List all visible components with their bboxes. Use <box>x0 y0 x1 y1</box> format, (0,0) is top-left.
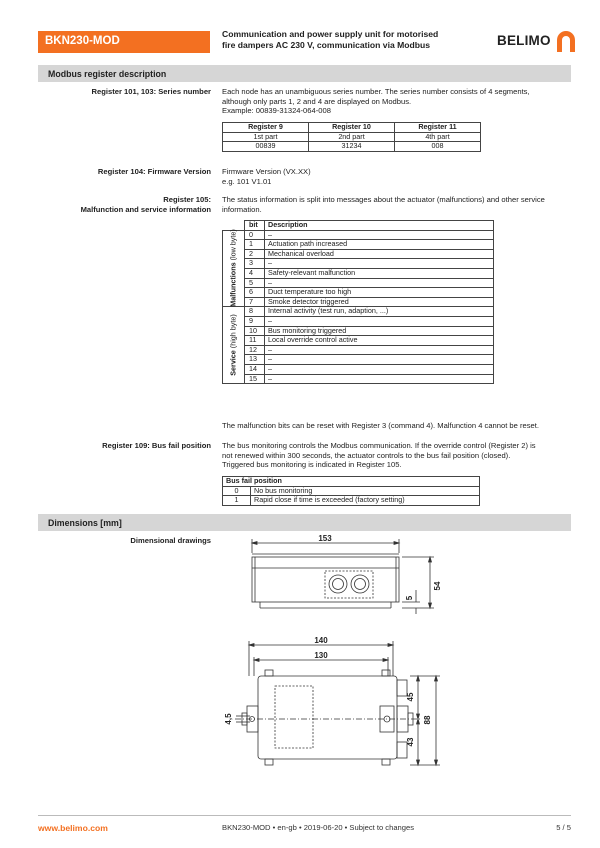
description-cell: Actuation path increased <box>265 240 494 250</box>
table-header: Register 9 <box>223 123 309 133</box>
label-bus-fail-position: Register 109: Bus fail position <box>102 441 211 450</box>
product-badge: BKN230-MOD <box>38 31 210 53</box>
bit-cell: 10 <box>245 326 265 336</box>
description-cell: Bus monitoring triggered <box>265 326 494 336</box>
label-firmware-version: Register 104: Firmware Version <box>97 167 211 176</box>
bit-cell: 4 <box>245 268 265 278</box>
description-cell: – <box>265 374 494 384</box>
table-header: Register 10 <box>309 123 395 133</box>
text-line: Firmware Version (VX.XX) <box>222 167 311 176</box>
table-cell: 2nd part <box>309 132 395 142</box>
description-cell: Duct temperature too high <box>265 288 494 298</box>
table-cell: 0 <box>223 486 251 496</box>
bit-cell: 0 <box>245 230 265 240</box>
bit-cell: 15 <box>245 374 265 384</box>
description-line-1: Communication and power supply unit for motorised <box>222 29 439 39</box>
bit-cell: 6 <box>245 288 265 298</box>
description-cell: Safety-relevant malfunction <box>265 268 494 278</box>
group-label-main: Malfunctions <box>228 262 238 308</box>
bit-cell: 5 <box>245 278 265 288</box>
group-label-sub: (low byte) <box>228 229 238 263</box>
description-cell: Smoke detector triggered <box>265 297 494 307</box>
dim-plan-height: 88 <box>423 715 432 725</box>
dim-plan-width-inner: 130 <box>314 651 328 660</box>
bit-cell: 12 <box>245 345 265 355</box>
section-bar-dimensions: Dimensions [mm] <box>38 514 571 531</box>
description-cell: – <box>265 230 494 240</box>
label-line: Malfunction and service information <box>80 204 211 214</box>
dim-top-height: 54 <box>433 581 442 591</box>
label-dimensional-drawings: Dimensional drawings <box>130 536 211 545</box>
text-line: not renewed within 300 seconds, the actuator controls to the bus fail position (closed). <box>222 450 511 460</box>
bit-cell: 9 <box>245 316 265 326</box>
table-cell: 1st part <box>223 132 309 142</box>
description-cell: – <box>265 259 494 269</box>
table-header-bit: bit <box>245 221 265 231</box>
bit-cell: 8 <box>245 307 265 317</box>
description-cell: – <box>265 364 494 374</box>
footer-website-link[interactable]: www.belimo.com <box>38 823 108 833</box>
description-cell: Local override control active <box>265 336 494 346</box>
text-line: The bus monitoring controls the Modbus communication. If the override control (Register 2) is <box>222 441 536 450</box>
dim-plan-h2: 43 <box>406 737 415 747</box>
malfunction-reset-note: The malfunction bits can be reset with Register 3 (command 4). Malfunction 4 cannot be reset. <box>222 421 539 430</box>
group-label-main: Service <box>228 350 238 376</box>
group-label-sub: (high byte) <box>228 314 238 351</box>
table-cell: 1 <box>223 496 251 506</box>
label-series-number: Register 101, 103: Series number <box>91 87 211 96</box>
text-line: information. <box>222 204 262 214</box>
dim-plan-h1: 45 <box>406 692 415 702</box>
description-cell: Mechanical overload <box>265 249 494 259</box>
bit-cell: 7 <box>245 297 265 307</box>
text-line: Each node has an unambiguous series number. The series number consists of 4 segments, <box>222 87 530 96</box>
table-header-description: Description <box>265 221 494 231</box>
text-line: although only parts 1, 2 and 4 are displayed on Modbus. <box>222 96 412 106</box>
description-cell: – <box>265 355 494 365</box>
text-line: Example: 00839-31324-064-008 <box>222 106 331 116</box>
bit-cell: 13 <box>245 355 265 365</box>
bit-cell: 1 <box>245 240 265 250</box>
table-header: Register 11 <box>395 123 481 133</box>
dim-plan-hole: 4,5 <box>224 713 233 725</box>
description-cell: – <box>265 345 494 355</box>
description-cell: – <box>265 316 494 326</box>
footer-divider <box>38 815 571 816</box>
dim-top-width: 153 <box>318 534 332 543</box>
table-cell: 4th part <box>395 132 481 142</box>
footer-document-info: BKN230-MOD • en-gb • 2019-06-20 • Subject to changes <box>222 823 415 832</box>
table-cell: 31234 <box>309 142 395 152</box>
description-cell: Internal activity (test run, adaption, ...) <box>265 307 494 317</box>
text-line: The status information is split into messages about the actuator (malfunctions) and other service <box>222 195 545 204</box>
table-cell: 00839 <box>223 142 309 152</box>
label-line: Register 105: <box>163 195 211 204</box>
drawing-side-view <box>252 539 434 614</box>
bit-cell: 14 <box>245 364 265 374</box>
table-cell: 008 <box>395 142 481 152</box>
dim-plan-width-outer: 140 <box>314 636 328 645</box>
logo-text: BELIMO <box>497 33 551 48</box>
text-line: Triggered bus monitoring is indicated in Register 105. <box>222 460 402 470</box>
bit-cell: 3 <box>245 259 265 269</box>
table-cell: No bus monitoring <box>251 486 480 496</box>
footer-page-number: 5 / 5 <box>556 823 571 832</box>
description-line-2: fire dampers AC 230 V, communication via Modbus <box>222 40 431 50</box>
table-header: Bus fail position <box>223 477 480 487</box>
bit-cell: 2 <box>245 249 265 259</box>
description-cell: – <box>265 278 494 288</box>
section-bar-modbus: Modbus register description <box>38 65 571 82</box>
table-cell: Rapid close if time is exceeded (factory setting) <box>251 496 480 506</box>
bit-cell: 11 <box>245 336 265 346</box>
text-line: e.g. 101 V1.01 <box>222 176 272 186</box>
dim-top-small: 5 <box>405 595 414 601</box>
